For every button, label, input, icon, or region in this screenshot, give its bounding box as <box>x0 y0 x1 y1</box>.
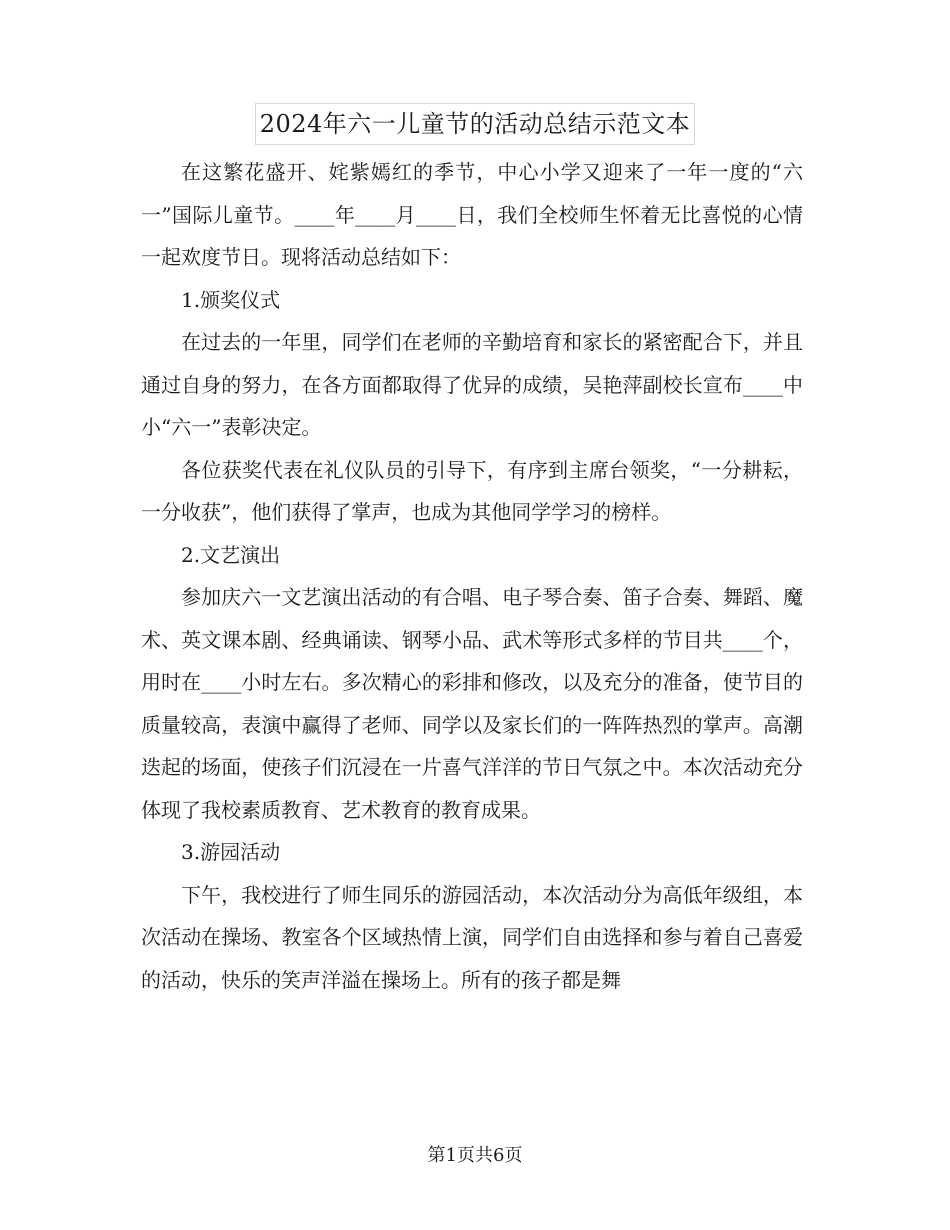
paragraph-award-1: 在过去的一年里，同学们在老师的辛勤培育和家长的紧密配合下，并且通过自身的努力，在各方面都取得了优异的成绩，吴艳萍副校长宣布____中小“六一”表彰决定。 <box>141 330 803 439</box>
document-title: 2024年六一儿童节的活动总结示范文本 <box>255 103 696 145</box>
section-heading-performance: 2.文艺演出 <box>181 542 281 567</box>
page-footer: 第1页共6页 <box>427 1145 523 1166</box>
paragraph-intro: 在这繁花盛开、姹紫嫣红的季节，中心小学又迎来了一年一度的“六一”国际儿童节。____年____月____日，我们全校师生怀着无比喜悦的心情一起欢度节日。现将活动总结如下： <box>141 160 803 269</box>
section-heading-garden: 3.游园活动 <box>181 840 281 864</box>
paragraph-award-2: 各位获奖代表在礼仪队员的引导下，有序到主席台领奖，“一分耕耘，一分收获”，他们获得了掌声，也成为其他同学学习的榜样。 <box>141 457 803 524</box>
title-container <box>0 103 950 145</box>
document-body <box>141 151 803 1001</box>
section-heading-award: 1.颁奖仪式 <box>181 287 281 312</box>
paragraph-performance: 参加庆六一文艺演出活动的有合唱、电子琴合奏、笛子合奏、舞蹈、魔术、英文课本剧、经典诵读、钢琴小品、武术等形式多样的节目共____个，用时在____小时左右。多次精心的彩排和修改，以及充分的准备，使节目的质量较高，表演中赢得了老师、同学以及家长们的一阵阵热烈的掌声。高潮迭起的场面，使孩子们沉浸在一片喜气洋洋的节日气氛之中。本次活动充分体现了我校素质教育、艺术教育的教育成果。 <box>141 585 803 822</box>
paragraph-garden: 下午，我校进行了师生同乐的游园活动，本次活动分为高低年级组，本次活动在操场、教室各个区域热情上演，同学们自由选择和参与着自己喜爱的活动，快乐的笑声洋溢在操场上。所有的孩子都是舞 <box>141 882 803 992</box>
